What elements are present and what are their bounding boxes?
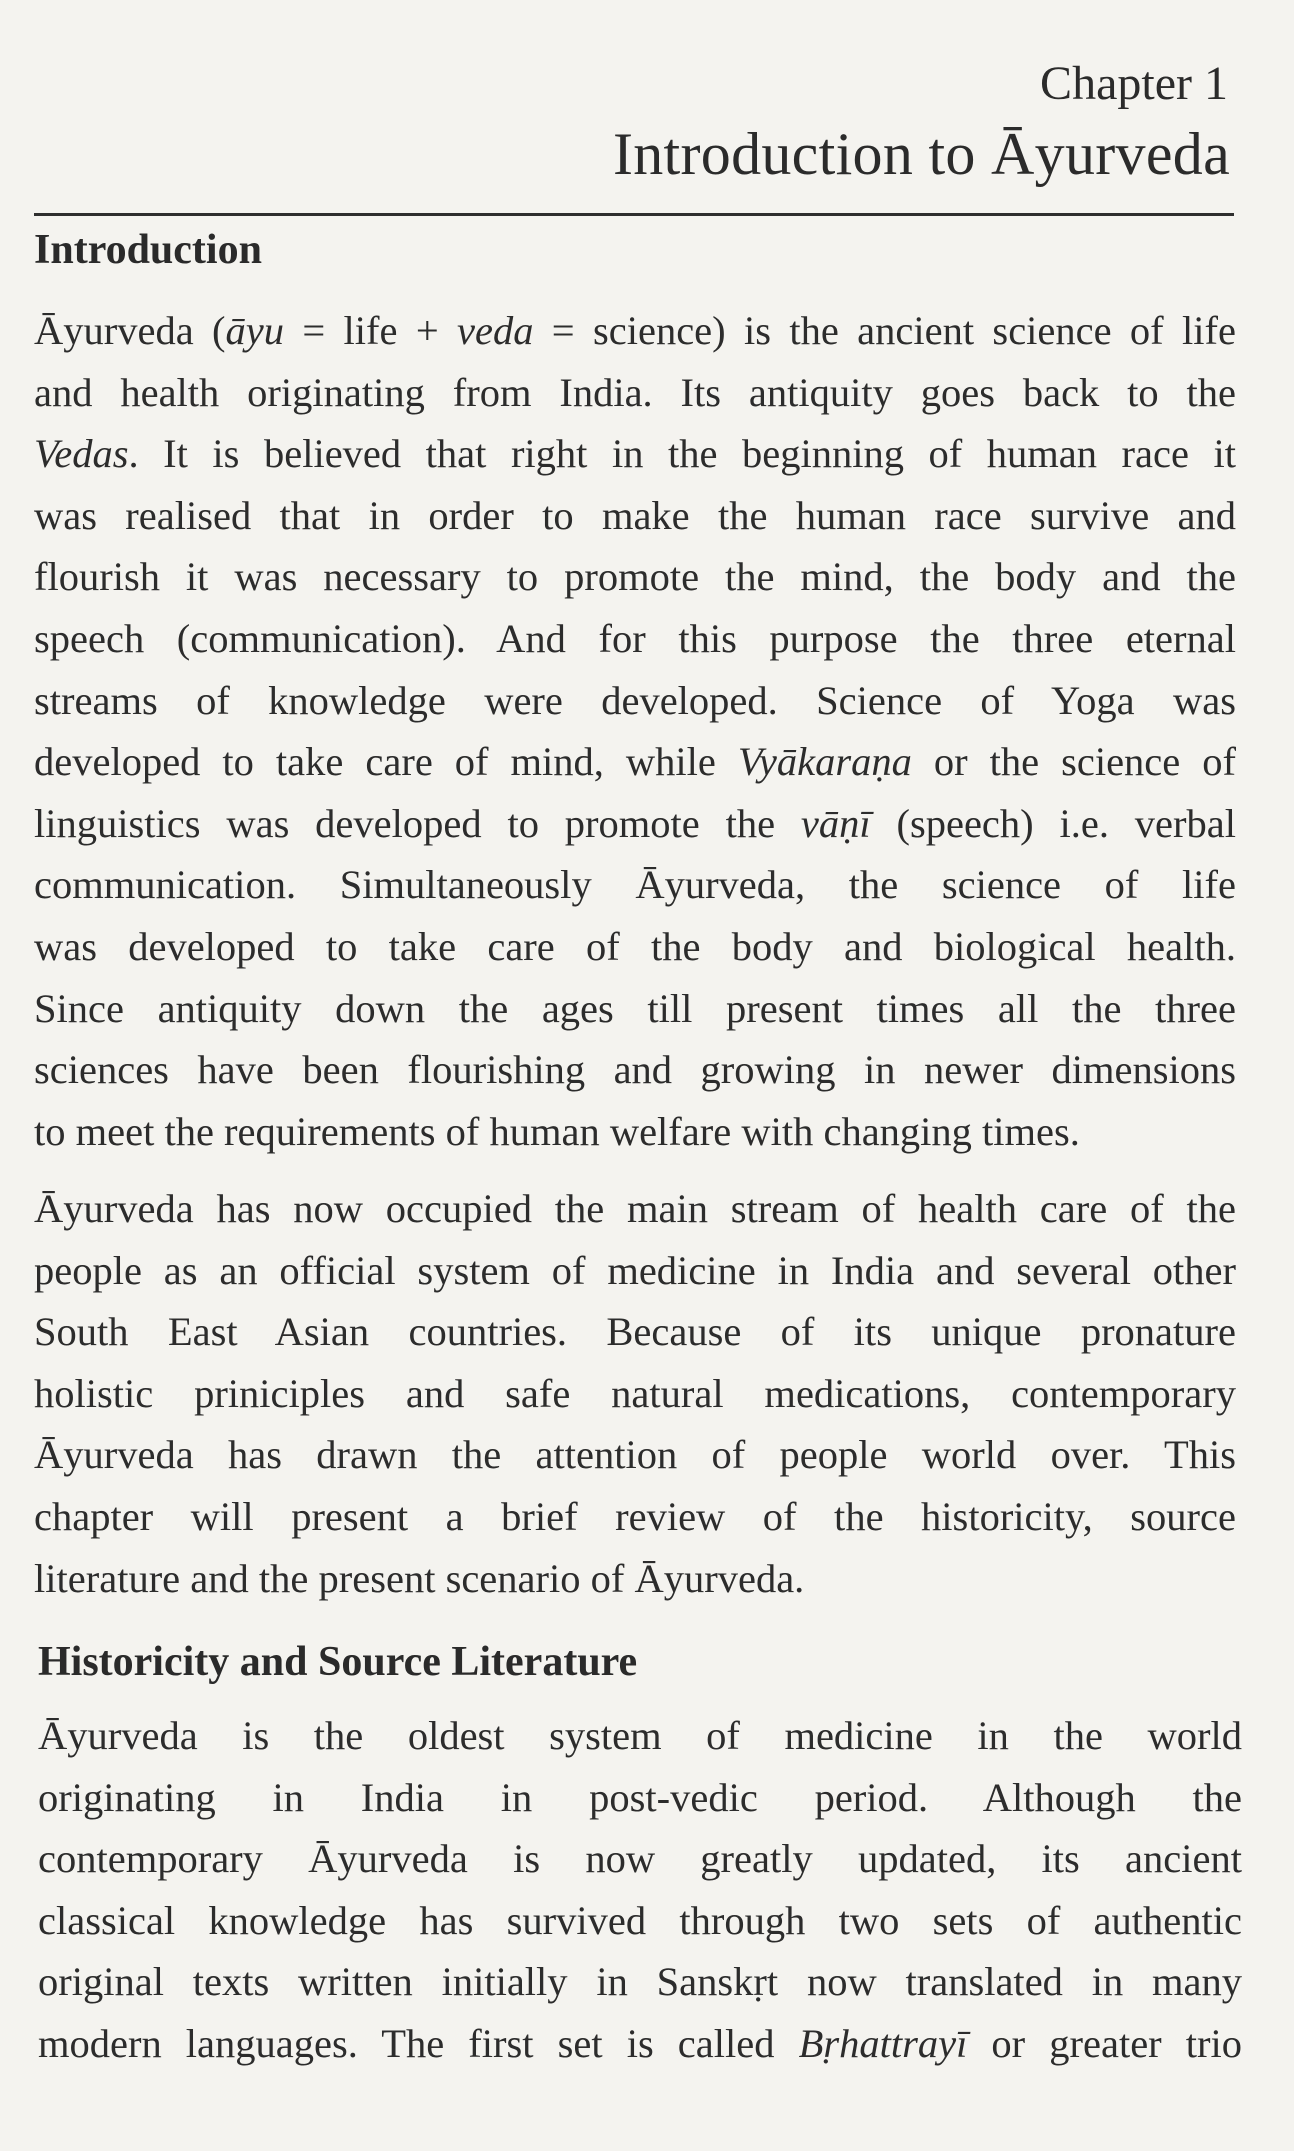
section-heading-introduction: Introduction: [34, 227, 262, 273]
text-line: Āyurveda has drawn the attention of people world over. This: [34, 1432, 1236, 1478]
paragraph-introduction-1: [34, 300, 1236, 1162]
chapter-title: Introduction to Āyurveda: [612, 121, 1230, 187]
section-heading-historicity: Historicity and Source Literature: [38, 1639, 638, 1685]
header-rule: [34, 213, 1234, 216]
paragraph-historicity-1: [38, 1705, 1242, 2075]
text-line: flourish it was necessary to promote the mind, the body and the: [34, 554, 1236, 600]
text-line: Since antiquity down the ages till present times all the three: [34, 985, 1236, 1031]
text-line: and health originating from India. Its antiquity goes back to the: [34, 369, 1236, 415]
text-line: was developed to take care of the body and biological health.: [34, 923, 1236, 969]
text-line: chapter will present a brief review of the historicity, source: [34, 1493, 1236, 1539]
text-line: people as an official system of medicine in India and several other: [34, 1247, 1236, 1293]
text-line: modern languages. The first set is called Bṛhattrayī or greater trio: [38, 2020, 1243, 2066]
text-line: classical knowledge has survived through two sets of authentic: [38, 1897, 1242, 1943]
text-line: Āyurveda has now occupied the main stream of health care of the: [34, 1186, 1236, 1231]
text-line: South East Asian countries. Because of its unique pronature: [34, 1309, 1236, 1355]
text-line: streams of knowledge were developed. Science of Yoga was: [34, 677, 1236, 723]
text-line: speech (communication). And for this purpose the three eternal: [34, 615, 1236, 661]
text-line: Āyurveda is the oldest system of medicine in the world: [38, 1713, 1242, 1758]
paragraph-introduction-2: [34, 1178, 1236, 1609]
text-line: literature and the present scenario of Āyurveda.: [34, 1555, 805, 1601]
text-line: developed to take care of mind, while Vyākaraṇa or the science of: [34, 739, 1236, 785]
text-line: originating in India in post-vedic period. Although the: [38, 1774, 1242, 1820]
text-line: was realised that in order to make the human race survive and: [34, 492, 1236, 538]
text-line: linguistics was developed to promote the vāṇī (speech) i.e. verbal: [34, 800, 1236, 846]
text-line: original texts written initially in Sanskṛt now translated in many: [38, 1959, 1242, 2005]
text-line: sciences have been flourishing and growing in newer dimensions: [34, 1047, 1236, 1093]
text-line: communication. Simultaneously Āyurveda, the science of life: [34, 862, 1236, 908]
chapter-label: Chapter 1: [1040, 57, 1228, 110]
text-line: contemporary Āyurveda is now greatly updated, its ancient: [38, 1836, 1242, 1882]
text-line: Āyurveda (āyu = life + veda = science) is the ancient science of life: [34, 308, 1236, 353]
text-line: Vedas. It is believed that right in the beginning of human race it: [34, 431, 1236, 477]
text-line: to meet the requirements of human welfare with changing times.: [34, 1108, 1080, 1154]
text-line: holistic priniciples and safe natural medications, contemporary: [34, 1370, 1236, 1416]
